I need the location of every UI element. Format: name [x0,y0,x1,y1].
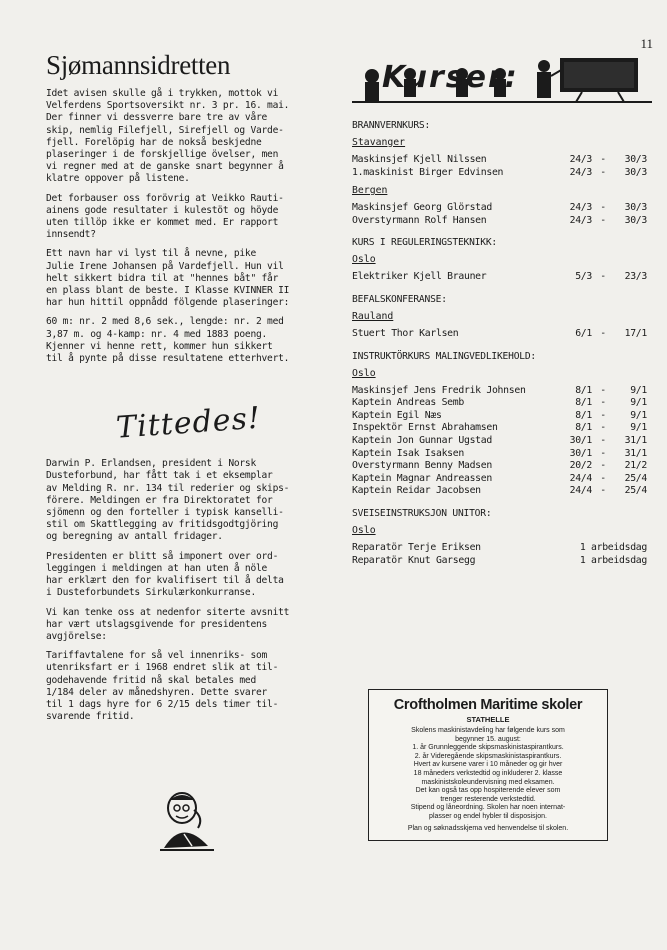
participant-name: Reparatör Knut Garsegg [352,554,476,566]
course-location: Oslo [352,254,376,266]
ad-text: 2. år Videregående skipsmaskinistaspirantkurs. [414,752,562,760]
page-number: 11 [640,36,653,51]
date-to: 30/3 [624,202,647,214]
table-row [352,435,647,448]
date-separator: - [600,327,606,339]
date-from: 24/3 [569,214,592,226]
banner-title-kurser: Kurser: [382,60,519,95]
date-from: 6/1 [575,327,592,339]
paragraph: Idet avisen skulle gå i trykken, mottok vi Velferdens Sportsoversikt nr. 3 pr. 16. mai. Der finner vi dessverre bare tre av våre skip, nemlig Filefjell, Sirefjell og Varde- fjell. Forelöpig har de nokså beskjedne plaseringer i de forskjellige övelser, men vi regner med at de ganske snart begynner å klatre oppover på listene. [46,88,290,185]
date-separator: - [600,397,606,409]
left-column [46,50,338,730]
date-from: 30/1 [569,447,592,459]
date-separator: - [600,384,606,396]
table-row [352,397,647,410]
date-to: 30/3 [624,154,647,165]
participant-name: Kaptein Magnar Andreassen [352,472,492,484]
participant-table [352,154,647,179]
date-to: 30/3 [624,214,647,226]
thinking-person-illustration [154,788,218,854]
ad-subtitle: STATHELLE [466,715,510,724]
date-from: 30/1 [569,434,592,446]
participant-name: Kaptein Andreas Semb [352,397,464,409]
date-separator: - [600,271,606,283]
date-from: 24/3 [569,202,592,214]
date-to: 9/1 [630,397,647,409]
date-from: 20/2 [569,460,592,472]
ad-text: Hvert av kursene varer i 10 måneder og gir hver 18 måneders verkstedtid og inkluderer 2. klasse maskinistskoleundervisning med eksamen. [413,761,563,786]
participant-name: Overstyrmann Benny Madsen [352,460,492,472]
date-separator: - [600,154,606,165]
date-from: 8/1 [575,422,592,434]
participant-name: Kaptein Isak Isaksen [352,447,464,459]
date-to: 21/2 [624,460,647,472]
table-row [352,542,647,555]
table-row [352,385,647,398]
ad-title: Croftholmen Maritime skoler [393,697,583,713]
date-from: 24/3 [569,154,592,165]
table-row [352,167,647,180]
duration-note: 1 arbeidsdag [579,554,647,566]
participant-name: Maskinsjef Georg Glörstad [352,202,492,214]
course-title: SVEISEINSTRUKSJON UNITOR: [352,507,492,519]
duration-note: 1 arbeidsdag [579,541,647,553]
date-separator: - [600,166,606,178]
quoted-paragraph: Tariffavtalene for så vel innenriks- som utenriksfart er i 1968 endret slik at til- godehavende fritid nå skal betales med 1/184 deler av månedshyren. Dette svarer til 1 dags hyre for 6 2/15 dels timer til- svarende fritid. [46,650,279,723]
participant-table [352,542,647,567]
courses-banner [352,52,652,110]
date-from: 8/1 [575,397,592,409]
course-title: BEFALSKONFERANSE: [352,293,447,305]
participant-name: Kaptein Reidar Jacobsen [352,485,481,497]
date-to: 30/3 [624,166,647,178]
date-to: 31/1 [624,447,647,459]
date-from: 24/4 [569,485,592,497]
date-separator: - [600,202,606,214]
date-separator: - [600,485,606,497]
participant-name: Overstyrmann Rolf Hansen [352,214,487,226]
table-row [352,485,647,498]
ad-text: 1. år Grunnleggende skipsmaskinistaspirantkurs. [412,744,564,752]
right-column [352,52,652,567]
participant-table [352,271,647,284]
date-from: 24/4 [569,472,592,484]
paragraph: Ett navn har vi lyst til å nevne, pike Julie Irene Johansen på Vardefjell. Hun vil helt sikkert bidra til at "hennes båt" får en plass blant de beste. I Klasse KVINNER II har hun hittil oppnådd fölgende plaseringer: [46,248,290,309]
table-row [352,271,647,284]
table-row [352,422,647,435]
paragraph: Vi kan tenke oss at nedenfor siterte avsnitt har vært utslagsgivende for presidentens avgjörelse: [46,606,290,642]
course-title: INSTRUKTÖRKURS MALINGVEDLIKEHOLD: [352,350,537,362]
table-row [352,328,647,341]
table-row [352,154,647,167]
table-row [352,202,647,215]
handwritten-heading-tittedes: Tittedes! [115,400,263,446]
participant-table [352,385,647,498]
participant-table [352,328,647,341]
date-to: 9/1 [630,422,647,434]
course-title: BRANNVERNKURS: [352,120,431,131]
course-location: Rauland [352,310,394,322]
date-separator: - [600,434,606,446]
date-to: 9/1 [630,409,647,421]
date-to: 9/1 [630,384,647,396]
date-to: 31/1 [624,434,647,446]
date-from: 24/3 [569,166,592,178]
date-from: 8/1 [575,409,592,421]
participant-name: Reparatör Terje Eriksen [352,541,481,553]
paragraph: 60 m: nr. 2 med 8,6 sek., lengde: nr. 2 med 3,87 m. og 4-kamp: nr. 4 med 1883 poeng. Kjenner vi henne rett, kommer hun sikkert til å pynte på disse resultatene etterhvert. [46,316,290,365]
participant-name: Kaptein Jon Gunnar Ugstad [352,434,492,446]
course-location: Stavanger [352,137,406,148]
table-row [352,215,647,228]
ad-text: Plan og søknadsskjema ved henvendelse til skolen. [407,824,569,832]
table-row [352,410,647,423]
table-row [352,473,647,486]
ad-text: Skolens maskinistavdeling har følgende kurs som begynner 15. august: [411,727,565,743]
participant-table [352,202,647,227]
participant-name: 1.maskinist Birger Edvinsen [352,166,504,178]
date-separator: - [600,214,606,226]
course-location: Oslo [352,367,376,379]
date-separator: - [600,422,606,434]
section-title-sjomannsidretten: Sjømannsidretten [46,50,231,80]
participant-name: Stuert Thor Karlsen [352,327,459,339]
course-title: KURS I REGULERINGSTEKNIKK: [352,237,497,249]
participant-name: Inspektör Ernst Abrahamsen [352,422,498,434]
ad-text: Stipend og låneordning. Skolen har noen internat- plasser og endel hybler til disposisjon. [410,804,566,820]
ad-text: Det kan også tas opp hospiterende elever som trenger resterende verkstedtid. [415,787,561,803]
date-separator: - [600,409,606,421]
course-location: Bergen [352,185,388,197]
paragraph: Presidenten er blitt så imponert over ord- leggingen i meldingen at han uten å nöle har erklært den for kvalifisert til å delta i Dusteforbundets Sirkulærkonkurranse. [46,550,284,599]
date-from: 8/1 [575,384,592,396]
participant-name: Maskinsjef Kjell Nilssen [352,154,487,165]
date-separator: - [600,472,606,484]
participant-name: Elektriker Kjell Brauner [352,271,487,283]
date-to: 23/3 [624,271,647,283]
date-to: 17/1 [624,327,647,339]
participant-name: Kaptein Egil Næs [352,409,442,421]
table-row [352,460,647,473]
date-separator: - [600,447,606,459]
paragraph: Darwin P. Erlandsen, president i Norsk Dusteforbund, har fått tak i et eksemplar av Melding R. nr. 134 til rederier og skips- förere. Meldingen er fra Direktoratet for sjömenn og den forteller i typisk kanselli- stil om Skattlegging av fritidsgodtgjöring og beregning av antall fridager. [46,458,290,543]
date-to: 25/4 [624,485,647,497]
date-to: 25/4 [624,472,647,484]
date-separator: - [600,460,606,472]
table-row [352,448,647,461]
paragraph: Det forbauser oss forövrig at Veikko Rauti- ainens gode resultater i kulestöt og höyde uten tillöp ikke er kommet med. Er rapport innsendt? [46,192,284,241]
course-location: Oslo [352,524,376,536]
school-advertisement [368,689,608,841]
participant-name: Maskinsjef Jens Fredrik Johnsen [352,384,526,396]
table-row [352,555,647,568]
date-from: 5/3 [575,271,592,283]
